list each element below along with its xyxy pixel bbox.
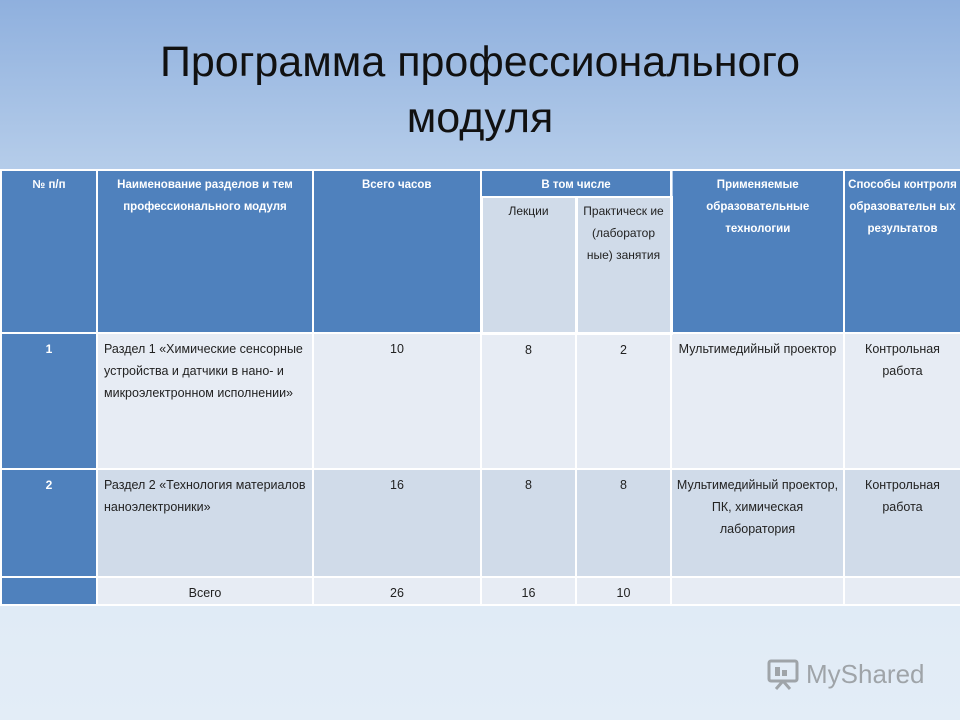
row-control: Контрольная работа bbox=[844, 469, 960, 577]
row-total: 16 bbox=[313, 469, 481, 577]
total-row-practical: 10 bbox=[576, 577, 671, 605]
header-technologies: Применяемые образовательные технологии bbox=[671, 170, 844, 333]
row-control: Контрольная работа bbox=[844, 333, 960, 469]
header-lectures: Лекции bbox=[481, 197, 576, 333]
header-name: Наименование разделов и тем профессионального модуля bbox=[97, 170, 313, 333]
row-practical: 8 bbox=[576, 469, 671, 577]
row-technologies: Мультимедийный проектор bbox=[671, 333, 844, 469]
table-header-row bbox=[1, 170, 960, 197]
row-name: Раздел 2 «Технология материалов наноэлектроники» bbox=[97, 469, 313, 577]
header-num: № п/п bbox=[1, 170, 97, 333]
slide-title bbox=[0, 34, 960, 146]
total-row-num bbox=[1, 577, 97, 605]
row-technologies: Мультимедийный проектор, ПК, химическая лаборатория bbox=[671, 469, 844, 577]
row-lectures: 8 bbox=[481, 469, 576, 577]
header-including: В том числе bbox=[481, 170, 671, 197]
myshared-logo-icon bbox=[766, 657, 800, 691]
row-lectures: 8 bbox=[481, 333, 576, 469]
total-row-label: Всего bbox=[97, 577, 313, 605]
table-row bbox=[1, 333, 960, 469]
total-row-technologies bbox=[671, 577, 844, 605]
header-practical: Практическ ие (лаборатор ные) занятия bbox=[576, 197, 671, 333]
total-row-total: 26 bbox=[313, 577, 481, 605]
table-total-row bbox=[1, 577, 960, 605]
total-row-control bbox=[844, 577, 960, 605]
row-name: Раздел 1 «Химические сенсорные устройства и датчики в нано- и микроэлектронном исполнении» bbox=[97, 333, 313, 469]
table-row bbox=[1, 469, 960, 577]
row-total: 10 bbox=[313, 333, 481, 469]
header-total: Всего часов bbox=[313, 170, 481, 333]
slide-title-line1: Программа профессионального bbox=[159, 38, 801, 86]
program-table bbox=[0, 169, 960, 606]
slide-title-line2: модуля bbox=[406, 94, 554, 142]
row-practical: 2 bbox=[576, 333, 671, 469]
watermark-text: MyShared bbox=[806, 658, 925, 689]
header-control: Способы контроля образовательн ых результатов bbox=[844, 170, 960, 333]
row-num: 1 bbox=[1, 333, 97, 469]
myshared-watermark bbox=[766, 656, 925, 692]
row-num: 2 bbox=[1, 469, 97, 577]
total-row-lectures: 16 bbox=[481, 577, 576, 605]
